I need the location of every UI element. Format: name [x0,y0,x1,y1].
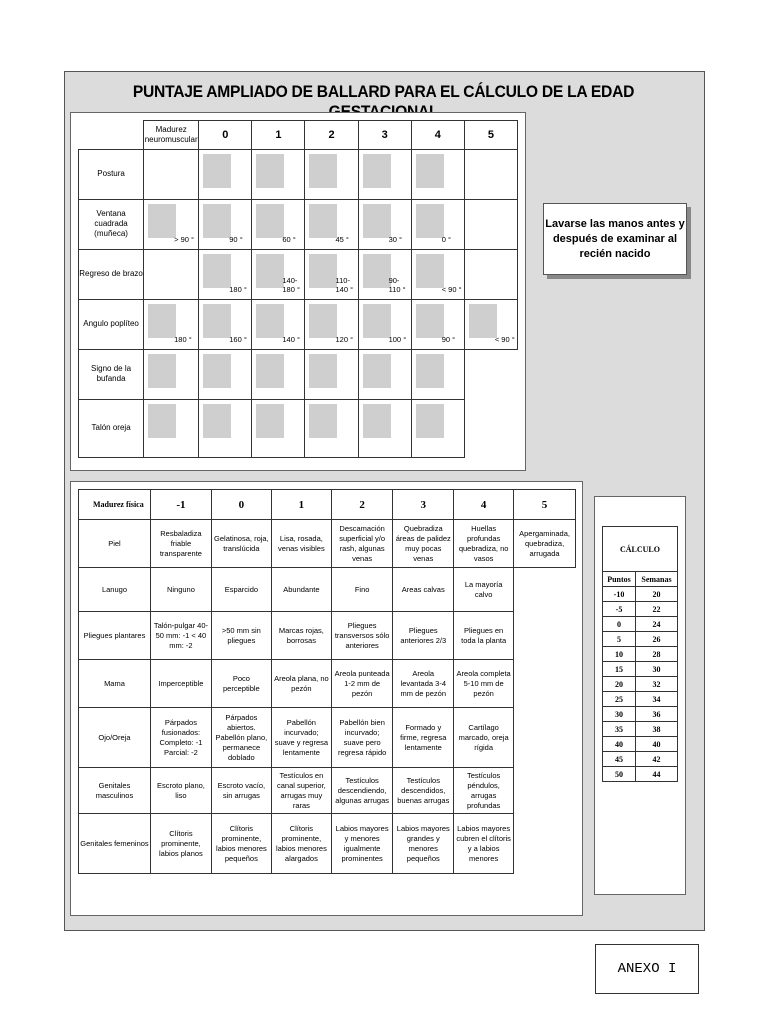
nm-figure [144,300,198,348]
posture-figure-icon [256,304,284,338]
nm-cell [358,349,411,399]
posture-figure-icon [363,404,391,438]
fm-cell: Testículos péndulos, arrugas profundas [454,768,514,814]
nm-figure [465,250,517,298]
nm-cell [358,299,411,349]
fm-row [79,708,576,768]
posture-figure-icon [203,354,231,388]
calc-title-row [603,527,678,572]
calc-puntos: -10 [603,587,636,602]
calc-semanas: 42 [636,752,678,767]
physical-maturity-table [78,489,576,874]
nm-figure [465,150,517,198]
nm-cell [411,399,464,457]
calc-header-row [603,572,678,587]
nm-figure [199,400,251,456]
nm-cell [199,349,252,399]
fm-cell: Fino [331,568,393,612]
nm-caption: < 90 ° [441,285,462,294]
nm-figure [359,250,411,298]
calc-row [603,602,678,617]
fm-cell: Pliegues transversos sólo anteriores [331,612,393,660]
nm-score-2: 2 [305,121,358,150]
fm-row-label: Piel [79,520,151,568]
fm-cell: Esparcido [211,568,271,612]
nm-caption: 30 ° [388,235,403,244]
nm-corner-cell [79,121,144,150]
nm-cell [144,249,199,299]
calc-semanas: 28 [636,647,678,662]
nm-figure [305,200,357,248]
nm-figure [465,200,517,248]
nm-cell [252,299,305,349]
calc-row [603,722,678,737]
fm-cell: Párpados abiertos. Pabellón plano, permanece doblado [211,708,271,768]
fm-score-5: 5 [514,490,576,520]
fm-cell: Testículos en canal superior, arrugas muy raras [271,768,331,814]
posture-figure-icon [203,304,231,338]
fm-cell: Escroto plano, liso [150,768,211,814]
calc-row [603,737,678,752]
nm-cell [305,299,358,349]
posture-figure-icon [309,154,337,188]
nm-cell [464,199,517,249]
fm-row-label: Genitales femeninos [79,814,151,874]
nm-figure [359,400,411,456]
nm-figure [359,150,411,198]
fm-row-label: Lanugo [79,568,151,612]
nm-caption: 90 ° [229,235,243,244]
nm-caption: 45 ° [335,235,349,244]
fm-cell: Areola completa 5-10 mm de pezón [454,660,514,708]
fm-cell: Testículos descendiendo, algunas arrugas [331,768,393,814]
nm-score-4: 4 [411,121,464,150]
nm-caption: 100 ° [388,335,407,344]
fm-row [79,612,576,660]
fm-cell: La mayoría calvo [454,568,514,612]
nm-cell [144,349,199,399]
nm-row [79,149,518,199]
fm-cell: Labios mayores grandes y menores pequeños [393,814,454,874]
nm-cell [358,199,411,249]
nm-figure [412,250,464,298]
nm-cell [199,149,252,199]
nm-cell [144,399,199,457]
fm-cell: Gelatinosa, roja, translúcida [211,520,271,568]
calc-semanas: 38 [636,722,678,737]
fm-cell: Quebradiza áreas de palidez muy pocas venas [393,520,454,568]
nm-cell [411,299,464,349]
fm-score-2: 2 [331,490,393,520]
posture-figure-icon [363,154,391,188]
nm-row [79,249,518,299]
posture-figure-icon [309,404,337,438]
nm-header-label: Madurez neuromuscular [144,121,199,150]
nm-figure [199,200,251,248]
fm-score-0: 0 [211,490,271,520]
nm-figure [252,250,304,298]
nm-caption: 90 ° [441,335,456,344]
posture-figure-icon [256,154,284,188]
nm-row-label: Signo de la bufanda [79,349,144,399]
calc-puntos: 10 [603,647,636,662]
nm-caption: 60 ° [282,235,296,244]
nm-score-0: 0 [199,121,252,150]
calc-col-puntos: Puntos [603,572,636,587]
nm-figure [144,250,198,298]
nm-cell [252,349,305,399]
fm-cell: Clítoris prominente, labios planos [150,814,211,874]
posture-figure-icon [309,304,337,338]
nm-row [79,299,518,349]
nm-header-row [79,121,518,150]
fm-cell: Huellas profundas quebradiza, no vasos [454,520,514,568]
fm-cell: Descamación superficial y/o rash, algunas venas [331,520,393,568]
fm-header-label: Madurez física [79,490,151,520]
fm-cell: Areola levantada 3-4 mm de pezón [393,660,454,708]
nm-caption: < 90 ° [494,335,515,344]
fm-cell: Escroto vacío, sin arrugas [211,768,271,814]
nm-cell [199,199,252,249]
fm-row [79,768,576,814]
calc-semanas: 26 [636,632,678,647]
posture-figure-icon [416,204,444,238]
nm-row [79,199,518,249]
nm-figure [252,200,304,248]
nm-figure [412,400,464,456]
posture-figure-icon [309,354,337,388]
nm-caption: 90-110 ° [388,276,406,294]
posture-figure-icon [203,154,231,188]
fm-cell [514,612,576,660]
fm-cell: Poco perceptible [211,660,271,708]
fm-cell: Apergaminada, quebradiza, arrugada [514,520,576,568]
nm-figure [144,400,198,456]
nm-figure [199,350,251,398]
nm-figure [305,300,357,348]
posture-figure-icon [363,354,391,388]
posture-figure-icon [416,404,444,438]
posture-figure-icon [469,304,497,338]
fm-cell: Areola punteada 1-2 mm de pezón [331,660,393,708]
posture-figure-icon [416,254,444,288]
nm-row [79,349,518,399]
nm-figure [144,200,198,248]
fm-cell: Clítoris prominente, labios menores pequeños [211,814,271,874]
calc-row [603,752,678,767]
nm-cell [411,199,464,249]
calc-puntos: 40 [603,737,636,752]
fm-score-1: 1 [271,490,331,520]
nm-figure [252,300,304,348]
nm-cell [464,349,517,399]
fm-cell: Labios mayores y menores igualmente prominentes [331,814,393,874]
posture-figure-icon [203,404,231,438]
calc-row [603,647,678,662]
fm-cell: Resbaladiza friable transparente [150,520,211,568]
fm-cell [514,660,576,708]
nm-caption: 0 ° [441,235,451,244]
calc-row [603,677,678,692]
calc-semanas: 32 [636,677,678,692]
nm-cell [252,149,305,199]
nm-cell [252,399,305,457]
fm-cell: Pabellón incurvado; suave y regresa lentamente [271,708,331,768]
fm-row [79,660,576,708]
nm-caption: 180 ° [229,285,247,294]
posture-figure-icon [363,304,391,338]
nm-figure [305,150,357,198]
calc-semanas: 22 [636,602,678,617]
page-title: PUNTAJE AMPLIADO DE BALLARD PARA EL CÁLCULO DE LA EDAD [132,82,635,101]
nm-cell [464,149,517,199]
nm-figure [305,350,357,398]
posture-figure-icon [309,204,337,238]
fm-cell: Talón-pulgar 40-50 mm: -1 < 40 mm: -2 [150,612,211,660]
nm-score-1: 1 [252,121,305,150]
posture-figure-icon [203,254,231,288]
nm-caption: 140 ° [282,335,300,344]
nm-cell [144,199,199,249]
posture-figure-icon [416,304,444,338]
nm-caption: 180 ° [174,335,192,344]
nm-caption: 110-140 ° [335,276,354,294]
calc-puntos: 30 [603,707,636,722]
nm-score-3: 3 [358,121,411,150]
posture-figure-icon [256,354,284,388]
posture-figure-icon [309,254,337,288]
nm-figure [144,150,198,198]
nm-figure [252,150,304,198]
fm-row-label: Pliegues plantares [79,612,151,660]
nm-row-label: Ventana cuadrada (muñeca) [79,199,144,249]
nm-cell [411,149,464,199]
fm-cell: Clítoris prominente, labios menores alargados [271,814,331,874]
posture-figure-icon [148,204,176,238]
fm-score-3: 3 [393,490,454,520]
fm-header-row [79,490,576,520]
fm-cell [514,708,576,768]
nm-cell [464,399,517,457]
fm-cell: Cartílago marcado, oreja rígida [454,708,514,768]
fm-cell: Abundante [271,568,331,612]
fm-cell: Pliegues en toda la planta [454,612,514,660]
posture-figure-icon [416,154,444,188]
anexo-label: ANEXO I [595,944,699,994]
nm-cell [358,149,411,199]
nm-figure [199,300,251,348]
fm-cell [514,568,576,612]
nm-cell [305,399,358,457]
fm-cell: Ninguno [150,568,211,612]
nm-row [79,399,518,457]
neuromuscular-table [78,120,518,458]
fm-cell: Pliegues anteriores 2/3 [393,612,454,660]
fm-cell: Párpados fusionados: Completo: -1 Parcial: -2 [150,708,211,768]
posture-figure-icon [256,254,284,288]
nm-row-label: Angulo poplíteo [79,299,144,349]
fm-row [79,814,576,874]
calc-semanas: 34 [636,692,678,707]
nm-cell [305,199,358,249]
calc-row [603,632,678,647]
calc-puntos: 0 [603,617,636,632]
fm-cell [514,768,576,814]
posture-figure-icon [363,204,391,238]
nm-figure [359,200,411,248]
nm-cell [305,349,358,399]
nm-cell [305,149,358,199]
nm-row-label: Regreso de brazo [79,249,144,299]
nm-figure [412,200,464,248]
fm-row-label: Genitales masculinos [79,768,151,814]
posture-figure-icon [256,404,284,438]
nm-cell [199,399,252,457]
calc-row [603,692,678,707]
posture-figure-icon [256,204,284,238]
fm-cell: >50 mm sin pliegues [211,612,271,660]
nm-figure [144,350,198,398]
calc-puntos: 5 [603,632,636,647]
calc-row [603,662,678,677]
nm-figure [412,150,464,198]
nm-row-label: Postura [79,149,144,199]
nm-cell [464,299,517,349]
fm-cell: Areas calvas [393,568,454,612]
nm-caption: 160 ° [229,335,247,344]
nm-figure [412,300,464,348]
posture-figure-icon [416,354,444,388]
fm-score--1: -1 [150,490,211,520]
posture-figure-icon [203,204,231,238]
fm-cell: Marcas rojas, borrosas [271,612,331,660]
nm-figure [359,300,411,348]
fm-row [79,568,576,612]
fm-cell: Labios mayores cubren el clítoris y a labios menores [454,814,514,874]
nm-caption: 140-180 ° [282,276,300,294]
fm-cell: Imperceptible [150,660,211,708]
calc-semanas: 40 [636,737,678,752]
fm-cell: Pabellón bien incurvado; suave pero regresa rápido [331,708,393,768]
nm-caption: 120 ° [335,335,354,344]
nm-cell [199,299,252,349]
nm-score-5: 5 [464,121,517,150]
nm-row-label: Talón oreja [79,399,144,457]
fm-cell: Lisa, rosada, venas visibles [271,520,331,568]
fm-row [79,520,576,568]
calc-row [603,707,678,722]
posture-figure-icon [148,304,176,338]
nm-figure [465,300,517,348]
calc-col-semanas: Semanas [636,572,678,587]
nm-figure [465,350,518,398]
calc-semanas: 36 [636,707,678,722]
nm-cell [144,149,199,199]
posture-figure-icon [363,254,391,288]
calc-puntos: 45 [603,752,636,767]
nm-cell [144,299,199,349]
nm-figure [359,350,411,398]
nm-cell [305,249,358,299]
fm-cell: Formado y firme, regresa lentamente [393,708,454,768]
nm-figure [305,250,357,298]
nm-figure [199,150,251,198]
calc-puntos: 50 [603,767,636,782]
nm-figure [199,250,251,298]
calc-puntos: 20 [603,677,636,692]
calc-row [603,617,678,632]
fm-cell: Areola plana, no pezón [271,660,331,708]
calc-semanas: 44 [636,767,678,782]
nm-figure [412,350,464,398]
calc-semanas: 20 [636,587,678,602]
nm-figure [305,400,357,456]
calc-title: CÁLCULO [603,527,678,572]
posture-figure-icon [148,354,176,388]
calc-puntos: -5 [603,602,636,617]
hand-wash-note: Lavarse las manos antes y después de examinar al recién nacido [543,203,687,275]
fm-row-label: Mama [79,660,151,708]
fm-cell: Testículos descendidos, buenas arrugas [393,768,454,814]
fm-cell [514,814,576,874]
calc-semanas: 24 [636,617,678,632]
calc-puntos: 25 [603,692,636,707]
calc-puntos: 15 [603,662,636,677]
nm-cell [358,399,411,457]
nm-cell [252,199,305,249]
nm-cell [199,249,252,299]
calc-row [603,587,678,602]
nm-figure [465,400,518,456]
nm-cell [252,249,305,299]
posture-figure-icon [148,404,176,438]
calc-puntos: 35 [603,722,636,737]
nm-cell [411,249,464,299]
nm-cell [464,249,517,299]
calculo-table [602,526,678,782]
nm-caption: > 90 ° [174,235,195,244]
fm-score-4: 4 [454,490,514,520]
fm-row-label: Ojo/Oreja [79,708,151,768]
calc-row [603,767,678,782]
calc-semanas: 30 [636,662,678,677]
nm-cell [411,349,464,399]
nm-figure [252,400,304,456]
nm-figure [252,350,304,398]
nm-cell [358,249,411,299]
